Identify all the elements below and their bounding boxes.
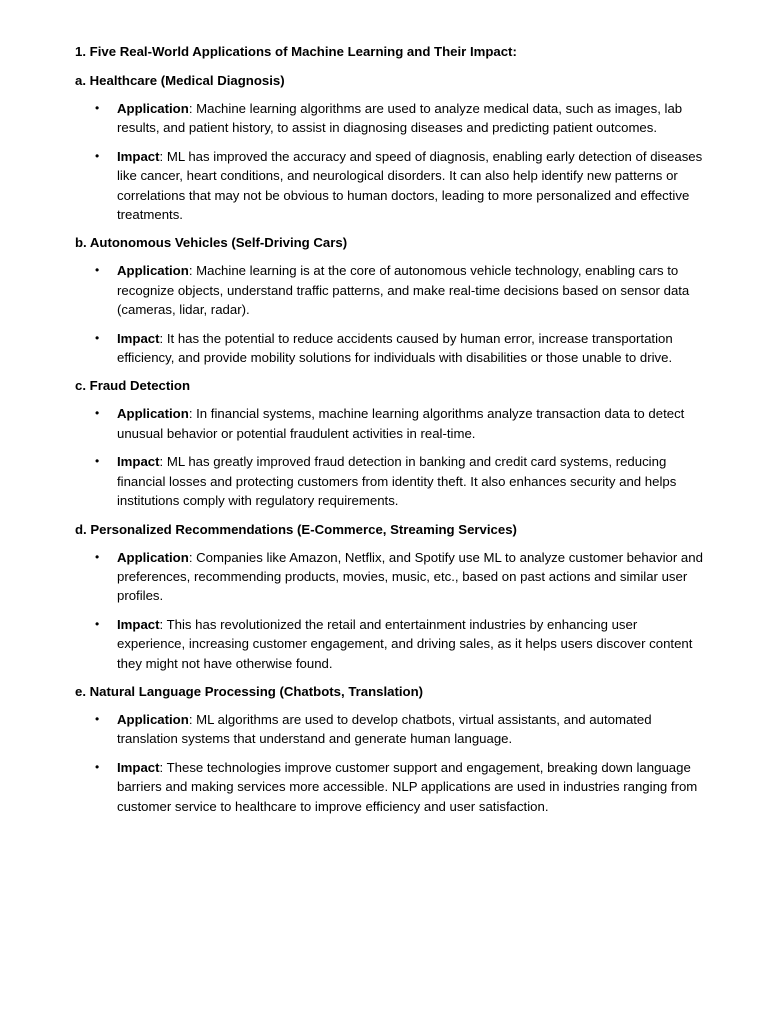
section-heading: b. Autonomous Vehicles (Self-Driving Cars) — [75, 235, 348, 251]
item-text: : Companies like Amazon, Netflix, and Spotify use ML to analyze customer behavior and preferences, recommending products, movies, music, etc., based on past actions and similar user profiles. — [117, 549, 703, 604]
list-item — [75, 710, 708, 749]
bullet-list — [75, 261, 708, 367]
item-label: Impact — [117, 454, 160, 470]
bullet-icon: • — [95, 616, 100, 631]
section-heading: e. Natural Language Processing (Chatbots, Translation) — [75, 683, 424, 699]
item-label: Application — [117, 263, 189, 279]
bullet-icon: • — [95, 263, 100, 278]
list-item — [75, 615, 708, 673]
bullet-list — [75, 404, 708, 510]
section-autonomous-vehicles — [75, 233, 708, 367]
item-text: : This has revolutionized the retail and entertainment industries by enhancing user experience, increasing customer engagement, and driving sales, as it helps users discover content they might not have otherwise found. — [117, 616, 693, 671]
bullet-icon: • — [95, 759, 100, 774]
bullet-icon: • — [95, 549, 100, 564]
bullet-icon: • — [95, 711, 100, 726]
document-title: 1. Five Real-World Applications of Machine Learning and Their Impact: — [75, 44, 517, 59]
item-label: Impact — [117, 148, 160, 164]
section-heading: d. Personalized Recommendations (E-Commerce, Streaming Services) — [75, 521, 517, 537]
item-text: : It has the potential to reduce accidents caused by human error, increase transportation efficiency, and provide mobility solutions for individuals with disabilities or those unable to drive. — [117, 330, 673, 366]
list-item — [75, 261, 708, 319]
item-label: Application — [117, 406, 189, 422]
bullet-list — [75, 710, 708, 816]
item-text: : Machine learning is at the core of autonomous vehicle technology, enabling cars to recognize objects, understand traffic patterns, and make real-time decisions based on sensor data (cameras, lidar, radar). — [117, 263, 690, 318]
item-label: Impact — [117, 330, 160, 346]
list-item — [75, 452, 708, 510]
list-item — [75, 147, 708, 225]
list-item — [75, 99, 708, 138]
list-item — [75, 329, 708, 368]
item-text: : In financial systems, machine learning algorithms analyze transaction data to detect unusual behavior or potential fraudulent activities in real-time. — [117, 406, 685, 441]
item-label: Impact — [117, 616, 160, 632]
item-label: Impact — [117, 759, 160, 775]
item-text: : These technologies improve customer support and engagement, breaking down language barriers and making services more accessible. NLP applications are used in industries ranging from customer service to healthcare to improve efficiency and user satisfaction. — [117, 759, 698, 814]
bullet-icon: • — [95, 454, 100, 469]
item-label: Application — [117, 711, 189, 727]
section-healthcare — [75, 71, 708, 224]
section-heading: a. Healthcare (Medical Diagnosis) — [75, 73, 285, 88]
item-label: Application — [117, 549, 189, 565]
bullet-icon: • — [95, 148, 100, 163]
bullet-icon: • — [95, 101, 100, 115]
list-item — [75, 758, 708, 816]
section-fraud-detection — [75, 376, 708, 510]
list-item — [75, 548, 708, 606]
section-natural-language-processing — [75, 682, 708, 816]
bullet-list — [75, 548, 708, 673]
item-text: : Machine learning algorithms are used to analyze medical data, such as images, lab results, and patient history, to assist in diagnosing diseases and predicting patient outcomes. — [117, 101, 683, 136]
item-label: Application — [117, 101, 189, 116]
section-personalized-recommendations — [75, 520, 708, 673]
section-heading: c. Fraud Detection — [75, 378, 191, 394]
item-text: : ML has improved the accuracy and speed of diagnosis, enabling early detection of diseases like cancer, heart conditions, and neurological disorders. It can also help identify new patterns or correlations that may not be obvious to human doctors, leading to more personalized and effective treatments. — [117, 148, 703, 223]
list-item — [75, 404, 708, 443]
bullet-icon: • — [95, 330, 100, 345]
bullet-icon: • — [95, 406, 100, 421]
bullet-list — [75, 99, 708, 224]
item-text: : ML has greatly improved fraud detection in banking and credit card systems, reducing financial losses and protecting customers from identity theft. It also enhances security and helps institutions comply with regulatory requirements. — [117, 454, 677, 509]
item-text: : ML algorithms are used to develop chatbots, virtual assistants, and automated translation systems that understand and generate human language. — [117, 711, 652, 747]
